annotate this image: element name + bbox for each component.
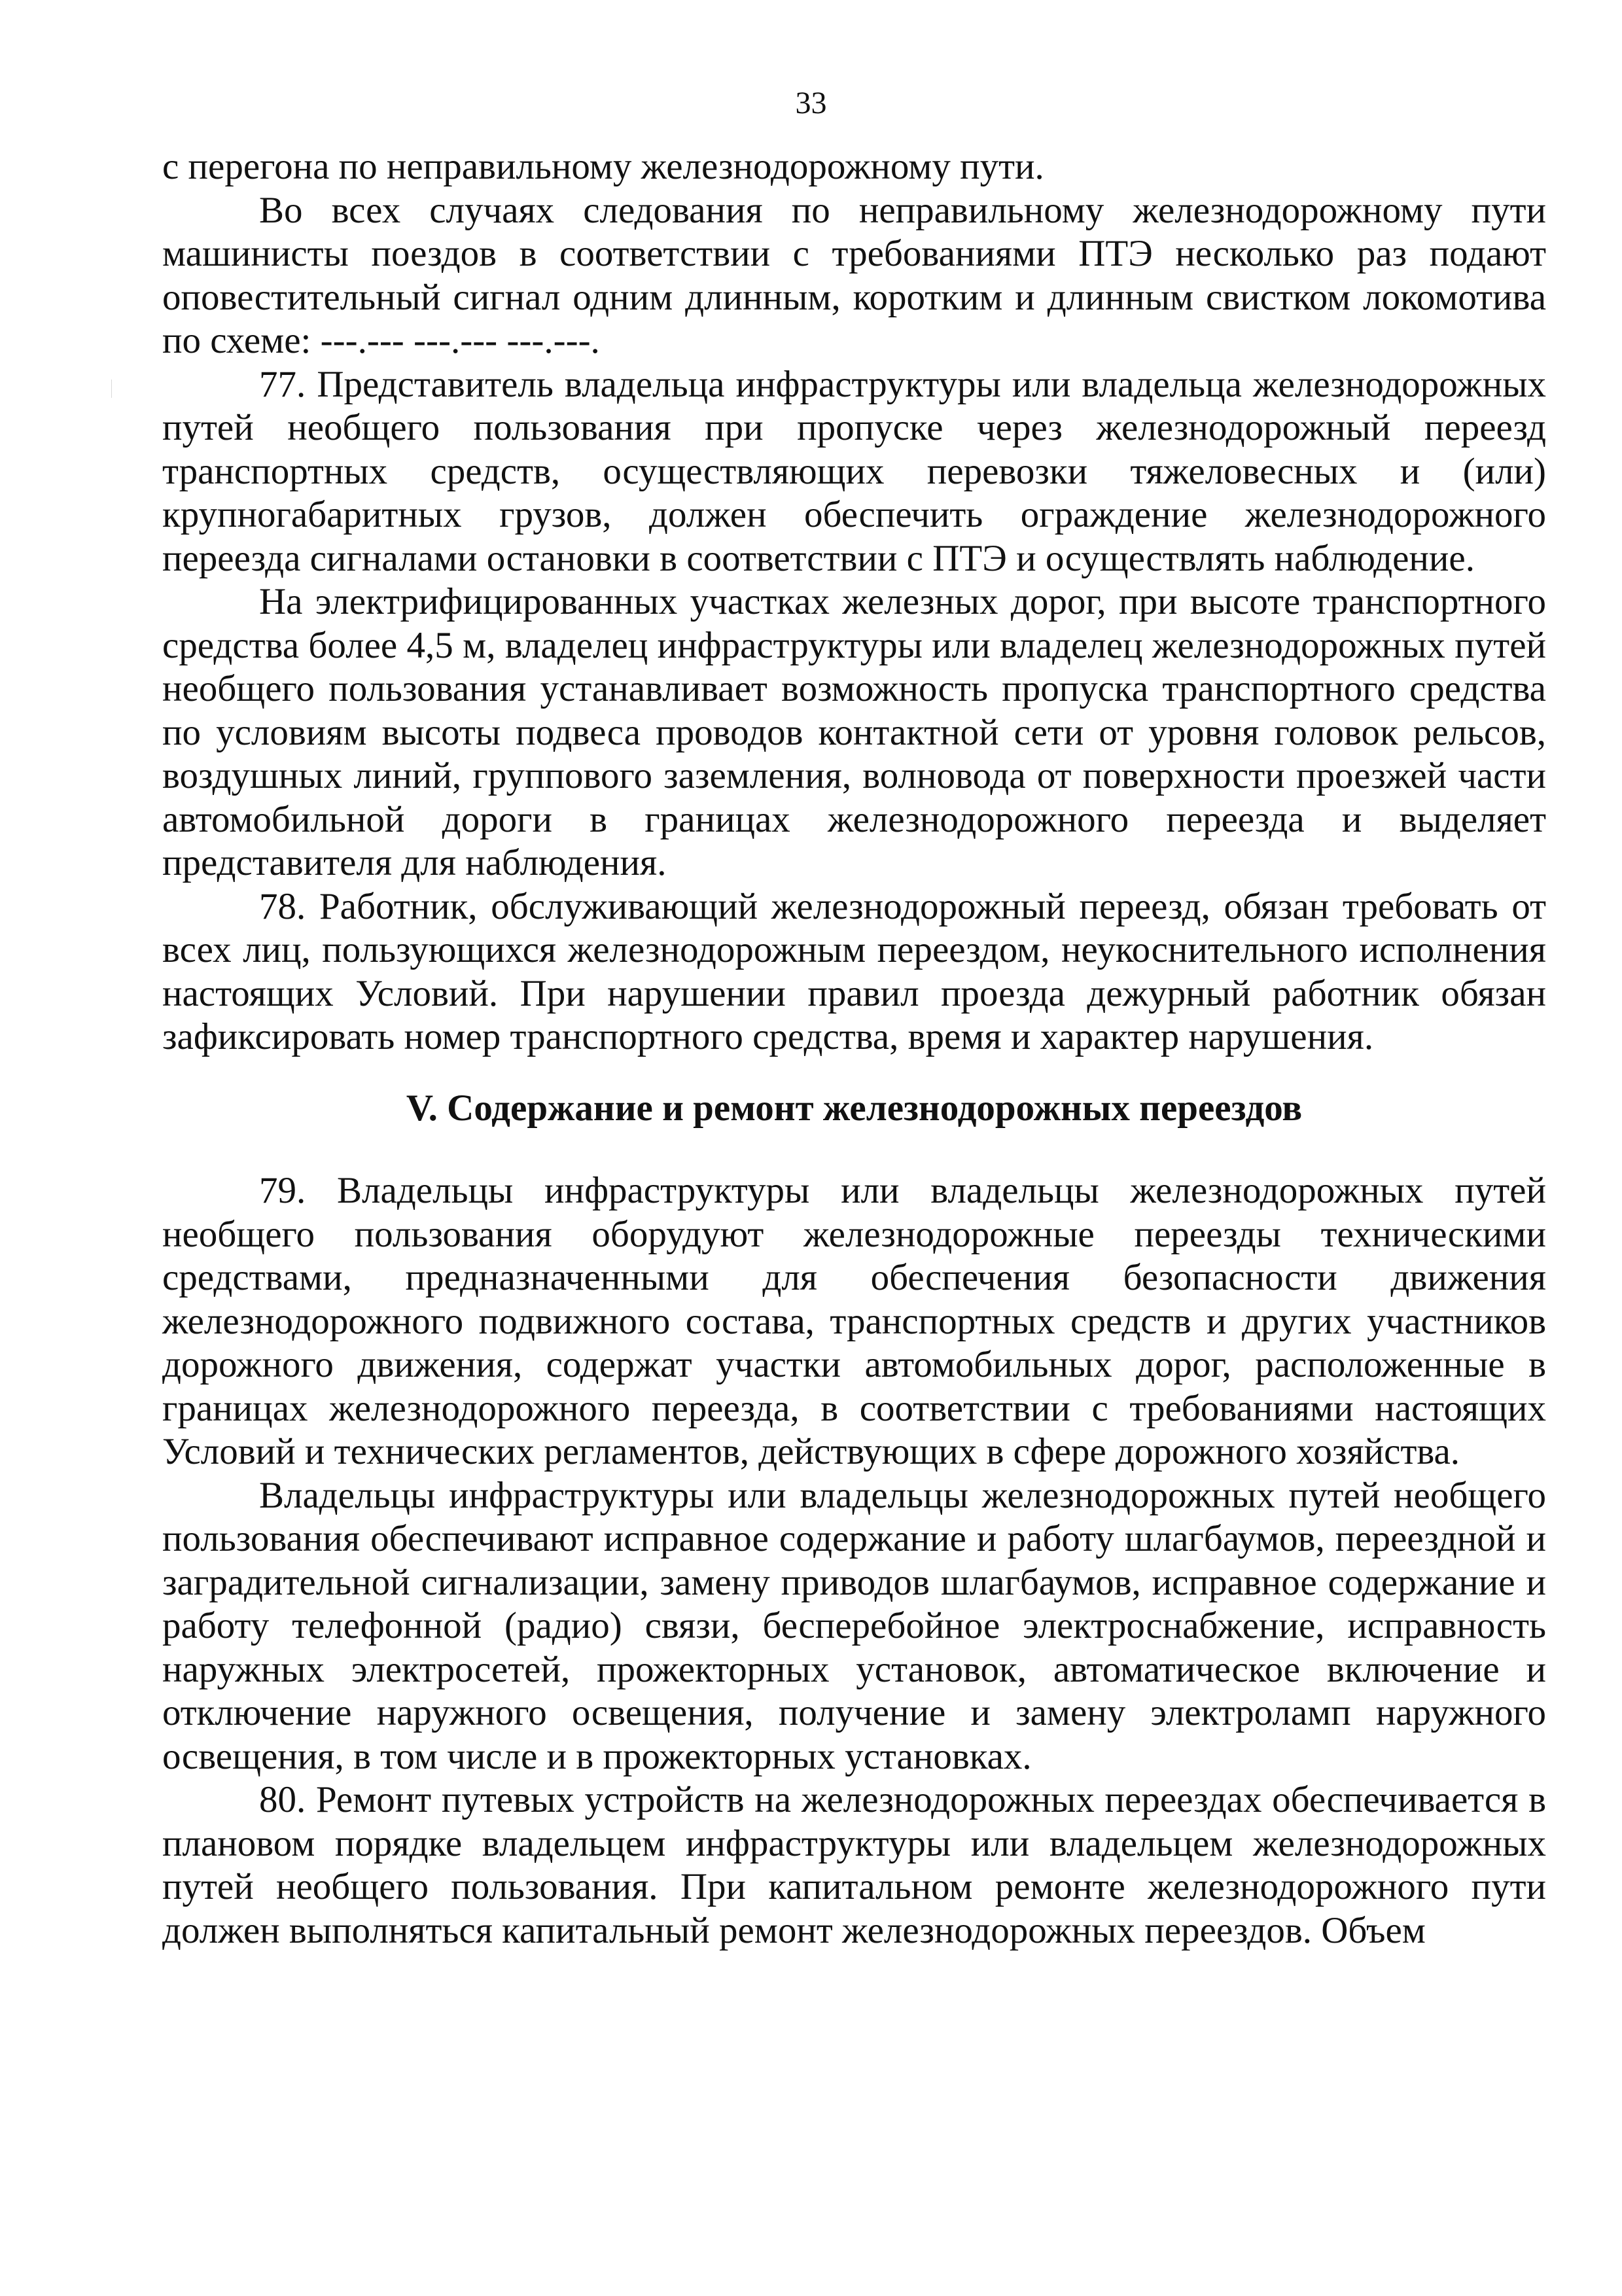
paragraph-80: 80. Ремонт путевых устройств на железнодорожных переездах обеспечивается в плановом порядке владельцем инфраструктуры или владельцем железнодорожных путей необщего пользования. При капитальном ремонте железнодорожного пути должен выполняться капитальный ремонт железнодорожных переездов. Объем [162, 1779, 1546, 1951]
page-number: 33 [795, 86, 827, 120]
paragraph-continuation: с перегона по неправильному железнодорожному пути. [162, 146, 1044, 187]
paragraph-owners-obligations: Владельцы инфраструктуры или владельцы железнодорожных путей необщего пользования обеспечивают исправное содержание и работу шлагбаумов, переездной и заградительной сигнализации, замену приводов шлагбаумов, исправное содержание и работу телефонной (радио) связи, бесперебойное электроснабжение, исправность наружных электросетей, прожекторных установок, автоматическое включение и отключение наружного освещения, получение и замену электроламп наружного освещения, в том числе и в прожекторных установках. [162, 1474, 1546, 1777]
paragraph-77: 77. Представитель владельца инфраструктуры или владельца железнодорожных путей необщего пользования при пропуске через железнодорожный переезд транспортных средств, осуществляющих перевозки тяжеловесных и (или) крупногабаритных грузов, должен обеспечить ограждение железнодорожного переезда сигналами остановки в соответствии с ПТЭ и осуществлять наблюдение. [162, 363, 1546, 579]
paragraph-electrified-sections: На электрифицированных участках железных дорог, при высоте транспортного средства более 4,5 м, владелец инфраструктуры или владелец железнодорожных путей необщего пользования устанавливает возможность пропуска транспортного средства по условиям высоты подвеса проводов контактной сети от уровня головок рельсов, воздушных линий, группового заземления, волновода от поверхности проезжей части автомобильной дороги в границах железнодорожного переезда и выделяет представителя для наблюдения. [162, 581, 1546, 883]
section-heading: V. Содержание и ремонт железнодорожных переездов [406, 1087, 1303, 1129]
paragraph-signal-scheme: Во всех случаях следования по неправильному железнодорожному пути машинисты поездов в соответствии с требованиями ПТЭ несколько раз подают оповестительный сигнал одним длинным, коротким и длинным свистком локомотива по схеме: ---.--- ---.--- ---.---. [162, 189, 1546, 361]
document-body [162, 145, 1546, 1952]
paragraph-78: 78. Работник, обслуживающий железнодорожный переезд, обязан требовать от всех лиц, пользующихся железнодорожным переездом, неукоснительного исполнения настоящих Условий. При нарушении правил проезда дежурный работник обязан зафиксировать номер транспортного средства, время и характер нарушения. [162, 885, 1546, 1057]
scan-artifact-mark [111, 380, 112, 398]
paragraph-79: 79. Владельцы инфраструктуры или владельцы железнодорожных путей необщего пользования оборудуют железнодорожные переезды техническими средствами, предназначенными для обеспечения безопасности движения железнодорожного подвижного состава, транспортных средств и других участников дорожного движения, содержат участки автомобильных дорог, расположенные в границах железнодорожного переезда, в соответствии с требованиями настоящих Условий и технических регламентов, действующих в сфере дорожного хозяйства. [162, 1170, 1546, 1472]
